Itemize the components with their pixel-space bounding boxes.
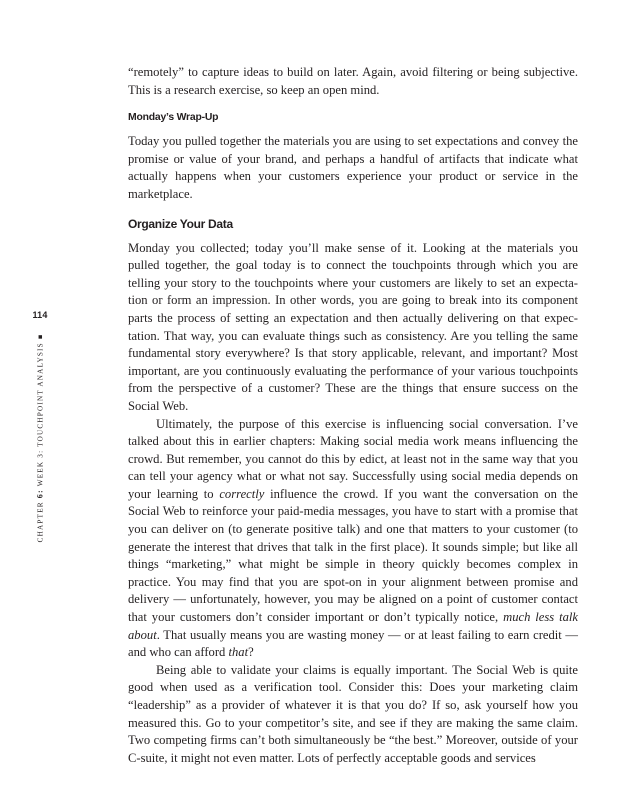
wrapup-paragraph: Today you pulled together the materials you are using to set expectations and convey the promise or value of your brand, and perhaps a handful of artifacts that indicate what actually happens when your customers experience your product or service in the marketplace.: [128, 134, 578, 201]
body-text: [128, 64, 578, 767]
organize-paragraph-1: Monday you collected; today you’ll make sense of it. Looking at the materials you pulled together, the goal today is to connect the touchpoints through which you are telling your story to the touchpoints where your customers are likely to set an expectation or form an impression. In other words, you are going to break into its component parts the process of setting an expectation and then actually delivering on that expectation. That way, you can evaluate things such as consistency. Are you telling the same fundamental story everywhere? Is that story applicable, relevant, and important? Most important, are you continuously evaluating the performance of your various touchpoints from the perspective of a customer? These are the things that ensure success on the Social Web.: [128, 240, 578, 413]
running-head-text: [36, 334, 45, 543]
p2-emphasis-1: correctly: [219, 486, 265, 501]
p2-emphasis-3: that: [228, 645, 249, 660]
p2-text-b: influence the crowd. If you want the conversation on the Social Web to reinforce your paid-media messages, you have to start with a promise that you can deliver on (to generate positive talk) and one that matters to your customer (to generate the interest that drives that talk in the first place). It sounds simple; but like all things “marketing,” what might be simple in theory quickly becomes complex in practice. You may find that you are spot-on in your alignment between promise and delivery — unfortunately, however, you may be aligned on a point of customer contact that your customers don’t consider important or don’t typically notice,: [128, 486, 578, 625]
opening-paragraph: “remotely” to capture ideas to build on later. Again, avoid filtering or being subjective. This is a research exercise, so keep an open mind.: [128, 65, 578, 97]
running-head: [32, 328, 48, 548]
organize-heading: Organize Your Data: [128, 216, 233, 231]
p2-emphasis-2: much less talk about: [128, 610, 578, 642]
running-head-title: WEEK 3: TOUCHPOINT ANALYSIS ■: [36, 333, 45, 487]
chapter-number: 6:: [35, 489, 45, 499]
p2-text-a: Ultimately, the purpose of this exercise is influencing social conversation. I’ve talked about this in earlier chapters: Making social media work means influencing the crowd. But remember, you cannot do this by edict, at least not in the same way that you can tell your agency what or what not say. Successfully using social media depends on your learning to: [128, 416, 578, 501]
page-number: 114: [32, 310, 48, 320]
organize-paragraph-2: [128, 416, 578, 662]
p2-text-d: ?: [248, 645, 254, 660]
wrapup-heading: Monday’s Wrap-Up: [128, 112, 219, 124]
chapter-label: CHAPTER: [36, 501, 45, 543]
page-margin: [28, 310, 52, 550]
p2-text-c: . That usually means you are wasting money — or at least failing to earn credit — and who can afford: [128, 627, 578, 660]
organize-paragraph-3: Being able to validate your claims is equally important. The Social Web is quite good when used as a verification tool. Consider this: Does your marketing claim “leadership” as a provider of whatever it is that you do? If so, ask yourself how you measured this. Go to your competitor’s site, and see if they are making the same claim. Two competing firms can’t both simultaneously be “the best.” Moreover, outside of your C-suite, it might not even matter. Lots of perfectly acceptable goods and services: [128, 662, 578, 765]
